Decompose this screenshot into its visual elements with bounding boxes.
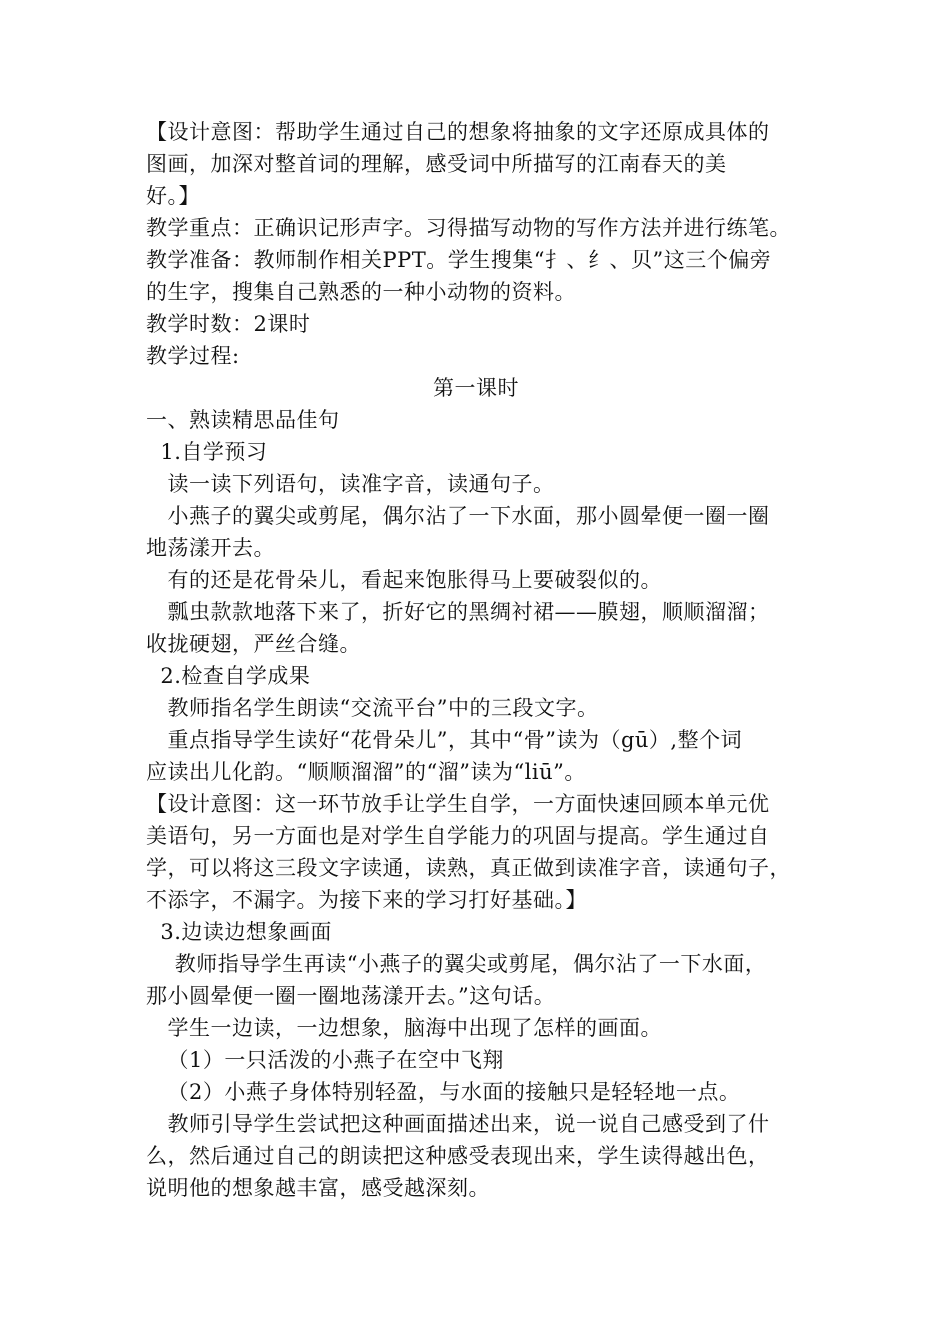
text-line: （1）一只活泼的小燕子在空中飞翔 <box>146 1048 504 1072</box>
text-line: 1.自学预习 <box>146 440 268 464</box>
text-line: 么，然后通过自己的朗读把这种感受表现出来，学生读得越出色， <box>146 1144 770 1168</box>
text-line: 教学重点：正确识记形声字。习得描写动物的写作方法并进行练笔。 <box>146 216 791 240</box>
text-line: 小燕子的翼尖或剪尾，偶尔沾了一下水面，那小圆晕便一圈一圈 <box>146 504 770 528</box>
text-line: 学，可以将这三段文字读通，读熟，真正做到读准字音，读通句子， <box>146 856 791 880</box>
text-line: 重点指导学生读好“花骨朵儿”，其中“骨”读为（gū）,整个词 <box>146 728 743 752</box>
text-line: 一、熟读精思品佳句 <box>146 408 340 432</box>
text-line: 地荡漾开去。 <box>146 536 275 560</box>
text-line: 【设计意图：帮助学生通过自己的想象将抽象的文字还原成具体的 <box>146 120 770 144</box>
text-line: 教学准备：教师制作相关PPT。学生搜集“扌、纟、贝”这三个偏旁 <box>146 248 772 272</box>
text-line: 图画，加深对整首词的理解，感受词中所描写的江南春天的美 <box>146 152 727 176</box>
text-line: 2.检查自学成果 <box>146 664 311 688</box>
text-line: 瓢虫款款地落下来了，折好它的黑绸衬裙——膜翅，顺顺溜溜； <box>146 600 770 624</box>
text-line: 读一读下列语句，读准字音，读通句子。 <box>146 472 555 496</box>
text-line: 教师引导学生尝试把这种画面描述出来，说一说自己感受到了什 <box>146 1112 770 1136</box>
text-line: 好。】 <box>146 184 200 208</box>
text-line: 美语句，另一方面也是对学生自学能力的巩固与提高。学生通过自 <box>146 824 770 848</box>
text-line: 应读出儿化韵。“顺顺溜溜”的“溜”读为“liū”。 <box>146 760 586 784</box>
text-line: 那小圆晕便一圈一圈地荡漾开去。”这句话。 <box>146 984 556 1008</box>
text-line: 不添字，不漏字。为接下来的学习打好基础。】 <box>146 888 587 912</box>
text-line: 的生字，搜集自己熟悉的一种小动物的资料。 <box>146 280 576 304</box>
text-line: 教学过程: <box>146 344 240 368</box>
text-line: 有的还是花骨朵儿，看起来饱胀得马上要破裂似的。 <box>146 568 663 592</box>
text-line: 教学时数：2课时 <box>146 312 311 336</box>
text-line: 教师指名学生朗读“交流平台”中的三段文字。 <box>146 696 599 720</box>
text-line: 教师指导学生再读“小燕子的翼尖或剪尾，偶尔沾了一下水面， <box>146 952 767 976</box>
text-line: （2）小燕子身体特别轻盈，与水面的接触只是轻轻地一点。 <box>146 1080 741 1104</box>
text-line: 3.边读边想象画面 <box>146 920 332 944</box>
section-title: 第一课时 <box>433 376 519 400</box>
text-line: 收拢硬翅，严丝合缝。 <box>146 632 361 656</box>
text-line: 学生一边读，一边想象，脑海中出现了怎样的画面。 <box>146 1016 663 1040</box>
text-line: 说明他的想象越丰富，感受越深刻。 <box>146 1176 490 1200</box>
text-line: 【设计意图：这一环节放手让学生自学，一方面快速回顾本单元优 <box>146 792 770 816</box>
